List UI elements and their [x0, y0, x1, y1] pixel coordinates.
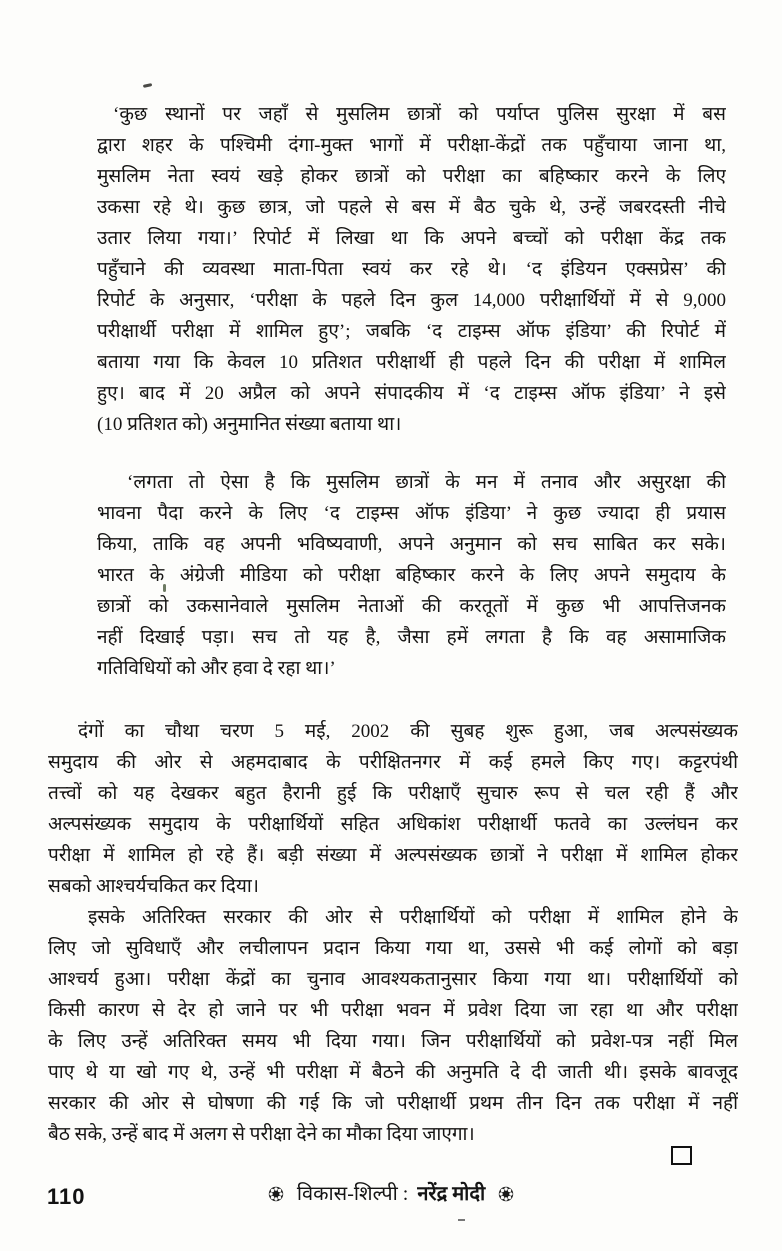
text-line: सरकार की ओर से घोषणा की गई कि जो परीक्षार्थी प्रथम तीन दिन तक परीक्षा में नहीं	[48, 1093, 738, 1114]
text-line: उतार लिया गया।’ रिपोर्ट में लिखा था कि अपने बच्चों को परीक्षा केंद्र तक	[97, 228, 726, 249]
flower-ornament-icon	[498, 1183, 514, 1209]
text-line: सबको आश्चर्यचकित कर दिया।	[48, 876, 259, 897]
text-line: किसी कारण से देर हो जाने पर भी परीक्षा भवन में प्रवेश दिया जा रहा था और परीक्षा	[48, 1000, 738, 1021]
text-line: परीक्षा में शामिल हो रहे हैं। बड़ी संख्या में अल्पसंख्यक छात्रों ने परीक्षा में शामिल होकर	[48, 845, 738, 866]
text-line: उकसा रहे थे। कुछ छात्र, जो पहले से बस में बैठ चुके थे, उन्हें जबरदस्ती नीचे	[97, 197, 726, 218]
text-line: आश्चर्य हुआ। परीक्षा केंद्रों का चुनाव आवश्यकतानुसार किया गया था। परीक्षार्थियों को	[48, 969, 738, 990]
text-line: अल्पसंख्यक समुदाय के परीक्षार्थियों सहित अधिकांश परीक्षार्थी फतवे का उल्लंघन कर	[48, 814, 738, 835]
text-line: द्वारा शहर के पश्चिमी दंगा-मुक्त भागों में परीक्षा-केंद्रों तक पहुँचाया जाना था,	[97, 135, 726, 156]
text-line: हुए। बाद में 20 अप्रैल को अपने संपादकीय में ‘द टाइम्स ऑफ इंडिया’ ने इसे	[97, 383, 726, 404]
text-line: भावना पैदा करने के लिए ‘द टाइम्स ऑफ इंडिया’ ने कुछ ज्यादा ही प्रयास	[97, 503, 726, 524]
text-line: (10 प्रतिशत को) अनुमानित संख्या बताया था।	[97, 414, 402, 435]
text-line: तत्त्वों को यह देखकर बहुत हैरानी हुई कि परीक्षाएँ सुचारु रूप से चल रही हैं और	[48, 783, 738, 804]
book-title-text: विकास-शिल्पी :	[296, 1183, 409, 1205]
text-line: लिए जो सुविधाएँ और लचीलापन प्रदान किया गया था, उससे भी कई लोगों को बड़ा	[48, 938, 738, 959]
text-line: छात्रों को उकसानेवाले मुसलिम नेताओं की करतूतों में कुछ भी आपत्तिजनक	[97, 596, 726, 617]
end-of-section-square-icon	[671, 1146, 692, 1165]
text-line: परीक्षार्थी परीक्षा में शामिल हुए’; जबकि ‘द टाइम्स ऑफ इंडिया’ की रिपोर्ट में	[97, 321, 726, 342]
text-line: नहीं दिखाई पड़ा। सच तो यह है, जैसा हमें लगता है कि वह असामाजिक	[97, 627, 726, 648]
author-name-text: नरेंद्र मोदी	[417, 1183, 486, 1205]
text-line: पहुँचाने की व्यवस्था माता-पिता स्वयं कर रहे थे। ‘द इंडियन एक्सप्रेस’ की	[97, 259, 726, 280]
page-number: 110	[47, 1184, 86, 1209]
flower-ornament-icon	[268, 1183, 284, 1209]
scan-artifact-mark	[143, 83, 152, 87]
text-line: भारत के अंग्रेजी मीडिया को परीक्षा बहिष्कार करने के लिए अपने समुदाय के	[97, 565, 726, 586]
page-content	[48, 99, 738, 1150]
body-paragraph-first	[48, 716, 738, 902]
text-line: इसके अतिरिक्त सरकार की ओर से परीक्षार्थियों को परीक्षा में शामिल होने के	[88, 907, 738, 928]
text-line: गतिविधियों को और हवा दे रहा था।’	[97, 658, 336, 679]
text-line: रिपोर्ट के अनुसार, ‘परीक्षा के पहले दिन कुल 14,000 परीक्षार्थियों में से 9,000	[97, 290, 726, 311]
text-line: किया, ताकि वह अपनी भविष्यवाणी, अपने अनुमान को सच साबित कर सके।	[97, 534, 726, 555]
text-line: मुसलिम नेता स्वयं खड़े होकर छात्रों को परीक्षा का बहिष्कार करने के लिए	[97, 166, 726, 187]
blockquote-first	[97, 99, 726, 440]
text-line: के लिए उन्हें अतिरिक्त समय भी दिया गया। जिन परीक्षार्थियों को प्रवेश-पत्र नहीं मिल	[48, 1031, 738, 1052]
text-line: पाए थे या खो गए थे, उन्हें भी परीक्षा में बैठने की अनुमति दे दी जाती थी। इसके बावजूद	[48, 1062, 738, 1083]
text-line: समुदाय की ओर से अहमदाबाद के परीक्षितनगर में कई हमले किए गए। कट्टरपंथी	[48, 752, 738, 773]
text-line: ‘कुछ स्थानों पर जहाँ से मुसलिम छात्रों को पर्याप्त पुलिस सुरक्षा में बस	[113, 104, 726, 125]
footer-book-title	[0, 1181, 782, 1209]
text-line: बैठ सके, उन्हें बाद में अलग से परीक्षा देने का मौका दिया जाएगा।	[48, 1124, 475, 1145]
text-line: ‘लगता तो ऐसा है कि मुसलिम छात्रों के मन में तनाव और असुरक्षा की	[127, 472, 726, 493]
blockquote-second	[97, 467, 726, 684]
scan-artifact-mark	[458, 1219, 465, 1221]
text-line: बताया गया कि केवल 10 प्रतिशत परीक्षार्थी ही पहले दिन की परीक्षा में शामिल	[97, 352, 726, 373]
text-line: दंगों का चौथा चरण 5 मई, 2002 की सुबह शुरू हुआ, जब अल्पसंख्यक	[78, 721, 738, 742]
body-paragraph-second	[48, 902, 738, 1150]
